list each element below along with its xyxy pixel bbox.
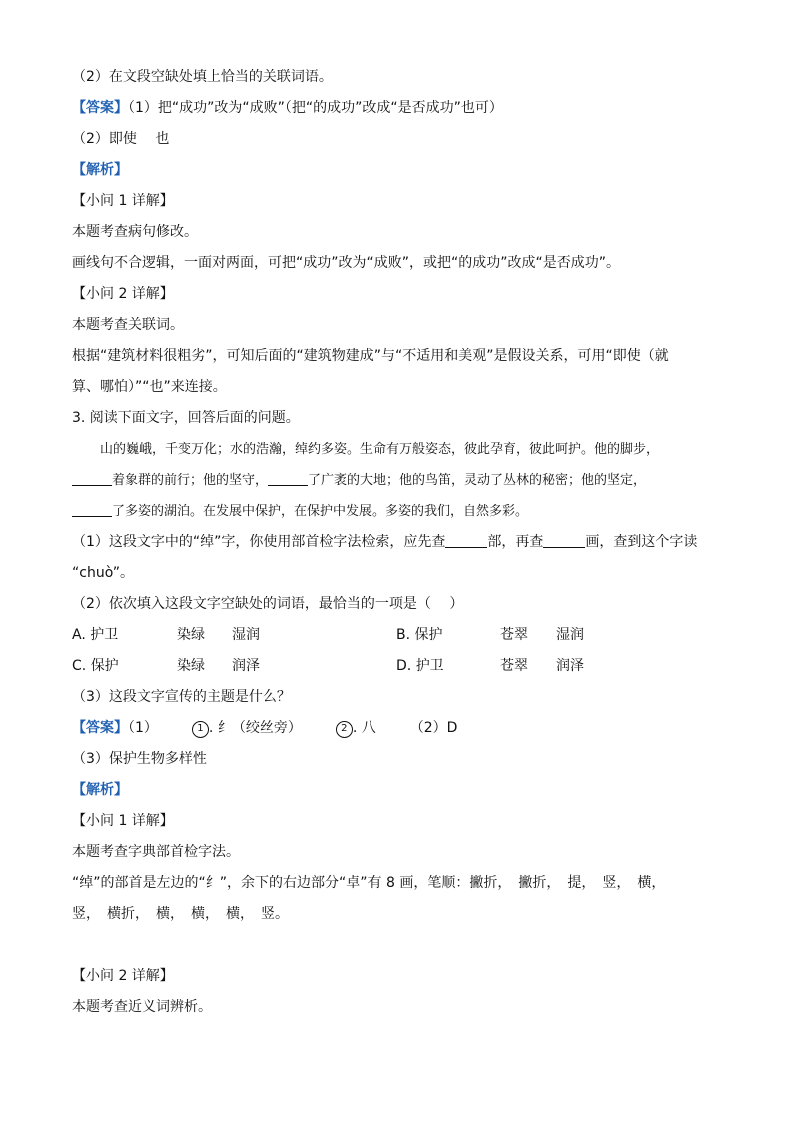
question-text: （2）在文段空缺处填上恰当的关联词语。 (72, 69, 333, 85)
option-word: 苍翠 (500, 658, 528, 674)
option-word: 润泽 (232, 658, 260, 674)
answer-tag: 【答案】 (72, 720, 128, 736)
circled-number-icon: 2 (336, 721, 353, 738)
explanation-text: 根据“建筑材料很粗劣”，可知后面的“建筑物建成”与“不适用和美观”是假设关系，可用“即使（就 (72, 348, 669, 364)
sub-question-heading: 【小问 2 详解】 (72, 286, 174, 302)
fill-blank (268, 470, 308, 486)
option-word: 苍翠 (500, 627, 528, 643)
explanation-text: 算、哪怕）”“也”来连接。 (72, 379, 227, 395)
explanation-text: 本题考查病句修改。 (72, 224, 198, 240)
option-word: 湿润 (232, 627, 260, 643)
answer-line: 【答案】（1） 1 . 纟（绞丝旁） 2 . 八 （2）D (72, 720, 458, 736)
fill-blank (445, 532, 487, 548)
question-text: “chuò”。 (72, 565, 135, 581)
explanation-text: 本题考查关联词。 (72, 317, 184, 333)
question-text: （3）这段文字宣传的主题是什么？ (72, 689, 291, 705)
option-d: D. 护卫 (396, 658, 444, 674)
fill-blank (543, 532, 585, 548)
option-row (72, 620, 722, 651)
option-a: A. 护卫 (72, 627, 119, 643)
sub-question-heading: 【小问 1 详解】 (72, 193, 174, 209)
document-page (72, 62, 722, 1023)
explanation-text: 本题考查字典部首检字法。 (72, 844, 240, 860)
analysis-tag: 【解析】 (72, 162, 128, 178)
answer-line: （2）即使 也 (72, 131, 170, 147)
question-text: （1）这段文字中的“绰”字，你使用部首检字法检索，应先查 部，再查 画，查到这个字读 (72, 534, 698, 550)
fill-blank (72, 470, 112, 486)
fill-blank (72, 501, 112, 517)
passage-line: 了多姿的湖泊。在发展中保护，在保护中发展。多姿的我们，自然多彩。 (72, 496, 722, 527)
option-b: B. 保护 (396, 627, 443, 643)
option-word: 染绿 (177, 658, 205, 674)
option-word: 染绿 (177, 627, 205, 643)
answer-line: （3）保护生物多样性 (72, 751, 207, 767)
circled-number-icon: 1 (192, 721, 209, 738)
explanation-text: “绰”的部首是左边的“纟”，余下的右边部分“卓”有 8 画，笔顺：撇折， 撇折， 提， 竖， 横， (72, 875, 666, 891)
question-text: （2）依次填入这段文字空缺处的词语，最恰当的一项是（ ） (72, 596, 464, 612)
option-word: 润泽 (556, 658, 584, 674)
explanation-text: 画线句不合逻辑，一面对两面，可把“成功”改为“成败”，或把“的成功”改成“是否成功”。 (72, 255, 621, 271)
option-c: C. 保护 (72, 658, 119, 674)
answer-line (72, 93, 722, 124)
answer-tag: 【答案】 (72, 100, 128, 116)
answer-text: （1）把“成功”改为“成败”（把“的成功”改成“是否成功”也可） (128, 100, 503, 116)
passage-line: 山的巍峨，千变万化；水的浩瀚，绰约多姿。生命有万般姿态，彼此孕育，彼此呵护。他的脚步， (100, 442, 660, 457)
sub-question-heading: 【小问 1 详解】 (72, 813, 174, 829)
explanation-text: 本题考查近义词辨析。 (72, 999, 212, 1015)
option-word: 湿润 (556, 627, 584, 643)
analysis-tag: 【解析】 (72, 782, 128, 798)
explanation-text: 竖， 横折， 横， 横， 横， 竖。 (72, 906, 289, 922)
option-row (72, 651, 722, 682)
sub-question-heading: 【小问 2 详解】 (72, 968, 174, 984)
passage-line: 着象群的前行；他的坚守， 了广袤的大地；他的鸟笛，灵动了丛林的秘密；他的坚定， (72, 465, 722, 496)
question-title: 3. 阅读下面文字，回答后面的问题。 (72, 410, 300, 426)
